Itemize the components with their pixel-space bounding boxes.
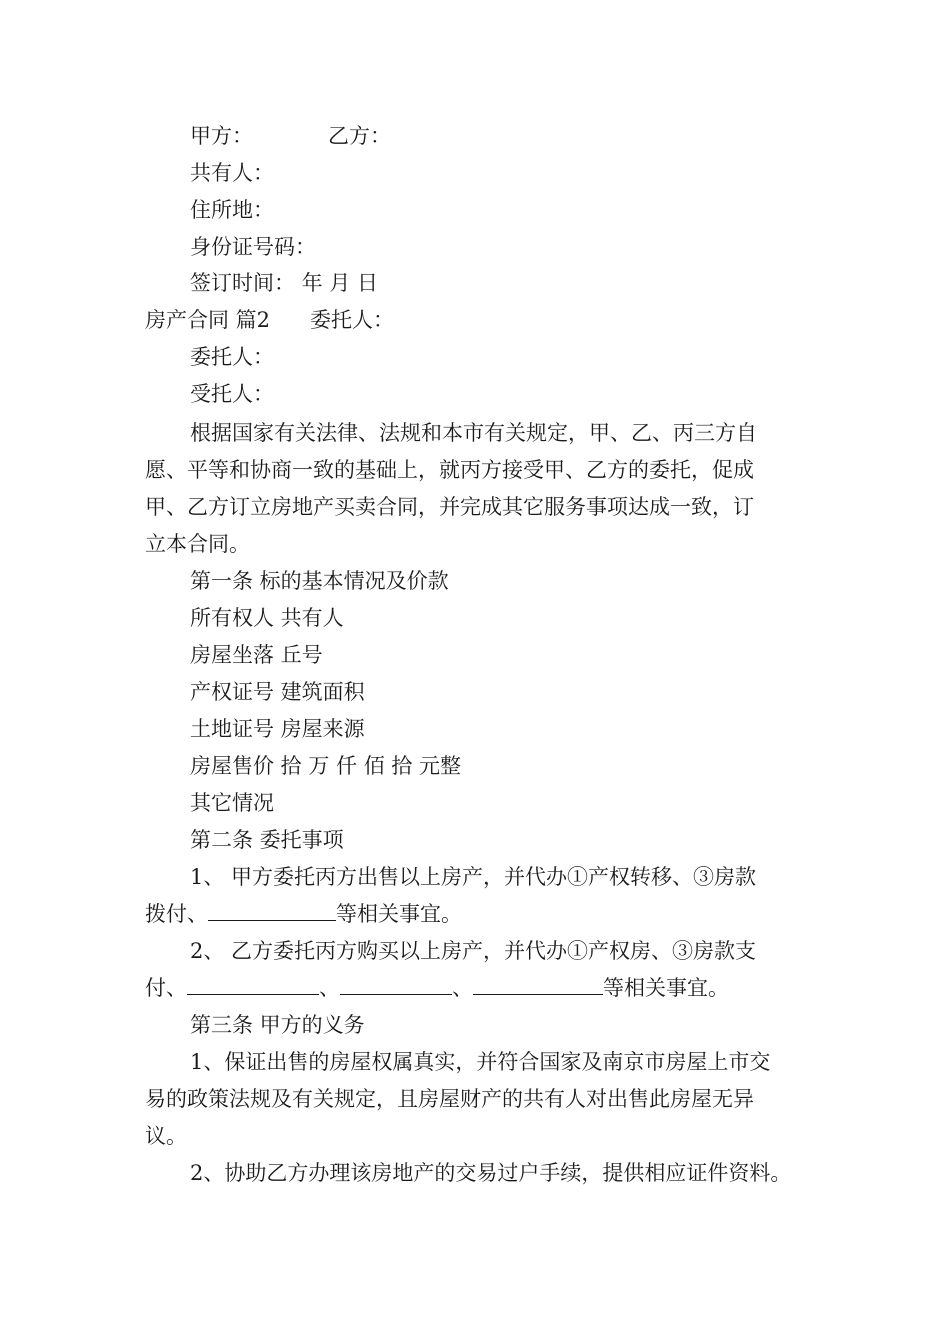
- article-3-item-1-line-3: 议。: [145, 1124, 187, 1148]
- principal-label-inline: 委托人：: [310, 308, 395, 332]
- article-3-item-2: 2、协助乙方办理该房地产的交易过户手续，提供相应证件资料。: [190, 1161, 792, 1185]
- preamble-line-1: 根据国家有关法律、法规和本市有关规定，甲、乙、丙三方自: [190, 421, 757, 445]
- agent-label: 受托人：: [190, 382, 274, 406]
- article-1-item-6: 其它情况: [190, 791, 274, 815]
- article-1-item-4: 土地证号 房屋来源: [190, 717, 365, 741]
- article-3-heading: 第三条 甲方的义务: [190, 1013, 365, 1037]
- residence-label: 住所地：: [190, 198, 274, 222]
- id-number-label: 身份证号码：: [190, 235, 316, 259]
- text-fragment: 、: [319, 976, 340, 1000]
- section-heading: 房产合同 篇2: [145, 308, 271, 332]
- article-3-item-1-line-2: 易的政策法规及有关规定，且房屋财产的共有人对出售此房屋无异: [145, 1087, 754, 1111]
- article-3-item-1-line-1: 1、保证出售的房屋权属真实，并符合国家及南京市房屋上市交: [190, 1050, 771, 1074]
- text-fragment: 、: [452, 976, 473, 1000]
- section-heading-line: [145, 306, 394, 334]
- article-2-item-2-line-1: 2、 乙方委托丙方购买以上房产，并代办①产权房、③房款支: [190, 939, 757, 963]
- fill-in-blank: [208, 900, 336, 921]
- article-2-item-1-line-1: 1、 甲方委托丙方出售以上房产，并代办①产权转移、③房款: [190, 865, 757, 889]
- fill-in-blank: [187, 974, 319, 995]
- party-a-label: 甲方：: [190, 124, 253, 148]
- preamble-line-4: 立本合同。: [145, 532, 250, 556]
- fill-in-blank: [340, 974, 452, 995]
- co-owner-label: 共有人：: [190, 161, 274, 185]
- party-b-label: 乙方：: [328, 124, 391, 148]
- text-fragment: 付、: [145, 976, 187, 1000]
- article-1-item-5: 房屋售价 拾 万 仟 佰 拾 元整: [190, 754, 462, 778]
- article-2-item-2-line-2: [145, 974, 729, 1002]
- text-fragment: 等相关事宜。: [336, 902, 462, 926]
- party-line: [190, 122, 391, 150]
- principal-label: 委托人：: [190, 345, 274, 369]
- article-1-item-3: 产权证号 建筑面积: [190, 680, 365, 704]
- article-2-heading: 第二条 委托事项: [190, 828, 344, 852]
- preamble-line-2: 愿、平等和协商一致的基础上，就丙方接受甲、乙方的委托，促成: [145, 458, 754, 482]
- article-1-item-1: 所有权人 共有人: [190, 606, 344, 630]
- article-1-item-2: 房屋坐落 丘号: [190, 643, 323, 667]
- preamble-line-3: 甲、乙方订立房地产买卖合同，并完成其它服务事项达成一致，订: [145, 495, 754, 519]
- text-fragment: 拨付、: [145, 902, 208, 926]
- article-2-item-1-line-2: [145, 900, 462, 928]
- fill-in-blank: [473, 974, 603, 995]
- text-fragment: 等相关事宜。: [603, 976, 729, 1000]
- signing-date-label: 签订时间： 年 月 日: [190, 271, 379, 295]
- article-1-heading: 第一条 标的基本情况及价款: [190, 569, 449, 593]
